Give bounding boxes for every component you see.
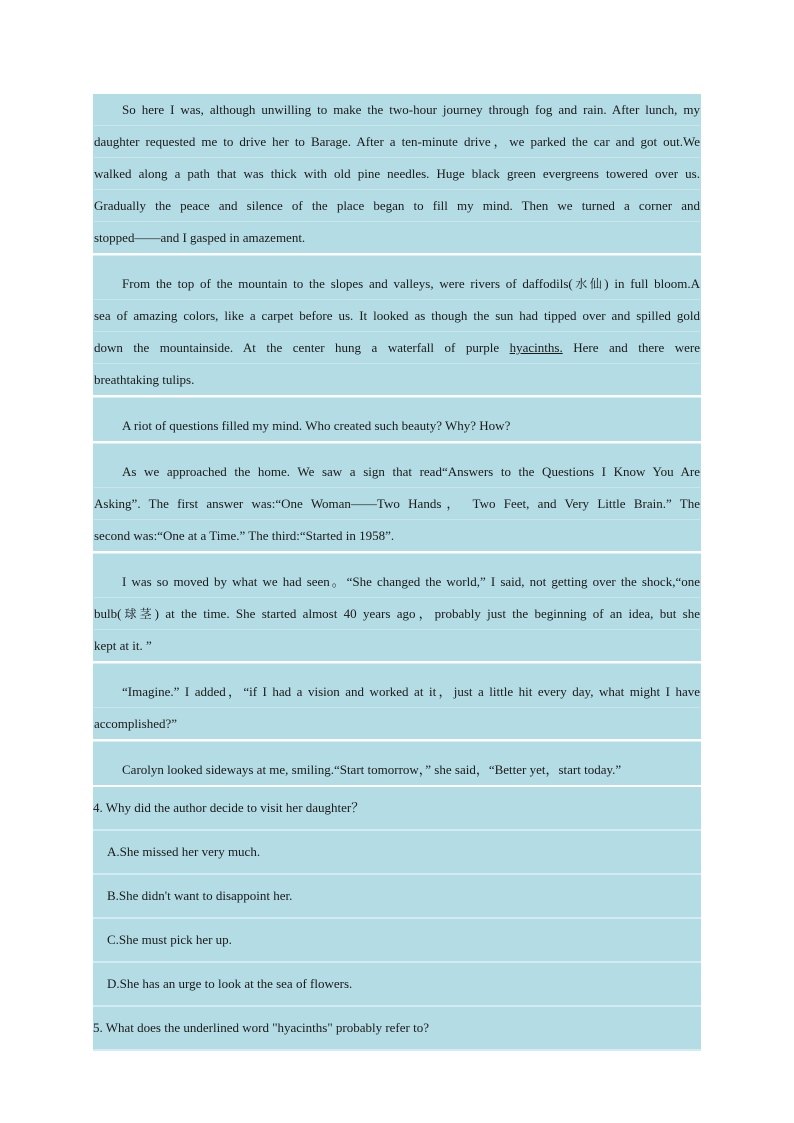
paragraph-line: breathtaking tulips.: [94, 372, 195, 387]
answer-option-c: C.She must pick her up.: [93, 919, 701, 963]
paragraph-2: [93, 268, 701, 395]
chinese-gloss: 球茎: [121, 607, 155, 621]
paragraph-line: sea of amazing colors, like a carpet before us. It looked as though the sun had tipped over and spilled gold: [94, 300, 700, 332]
paragraph-line: kept at it. ”: [94, 638, 152, 653]
paragraph-line: walked along a path that was thick with old pine needles. Huge black green evergreens towered over us.: [94, 158, 700, 190]
paragraph-gap: [93, 553, 701, 566]
paragraph-5: [93, 566, 701, 661]
paragraph-line: Carolyn looked sideways at me, smiling.“Start tomorrow，” she said，“Better yet，start today.”: [122, 762, 622, 777]
paragraph-line: Asking”. The first answer was:“One Woman——Two Hands， Two Feet, and Very Little Brain.” The: [94, 488, 700, 520]
question-4: 4. Why did the author decide to visit her daughter？: [93, 787, 701, 831]
paragraph-3: [93, 410, 701, 441]
text-segment: down the mountainside. At the center hung a waterfall of purple: [94, 340, 510, 355]
paragraph-gap: [93, 663, 701, 676]
paragraph-line: daughter requested me to drive her to Barage. After a ten-minute drive，we parked the car and got out.We: [94, 126, 700, 158]
question-5: 5. What does the underlined word "hyacinths" probably refer to?: [93, 1007, 701, 1051]
paragraph-gap: [93, 443, 701, 456]
paragraph-line: [94, 268, 700, 300]
paragraph-4: [93, 456, 701, 551]
text-segment: From the top of the mountain to the slopes and valleys, were rivers of daffodils(: [122, 276, 573, 291]
paragraph-line: “Imagine.” I added，“if I had a vision and worked at it，just a little hit every day, what might I have: [94, 676, 700, 708]
paragraph-line: second was:“One at a Time.” The third:“Started in 1958”.: [94, 528, 395, 543]
text-segment: Here and there were: [562, 340, 700, 355]
paragraph-line: [94, 332, 700, 364]
paragraph-line: I was so moved by what we had seen。“She changed the world,” I said, not getting over the shock,“one: [94, 566, 700, 598]
paragraph-7: [93, 754, 701, 785]
paragraph-line: accomplished?”: [94, 716, 178, 731]
answer-option-b: B.She didn't want to disappoint her.: [93, 875, 701, 919]
text-segment: bulb(: [94, 606, 122, 621]
text-segment: ) at the time. She started almost 40 years ago，probably just the beginning of an idea, but she: [154, 606, 700, 621]
paragraph-gap: [93, 397, 701, 410]
paragraph-line: [94, 598, 700, 630]
paragraph-line: So here I was, although unwilling to make the two-hour journey through fog and rain. After lunch, my: [94, 94, 700, 126]
underlined-word-hyacinths: hyacinths.: [509, 340, 563, 355]
paragraph-6: [93, 676, 701, 739]
document-page: [93, 94, 701, 1051]
chinese-gloss: 水仙: [572, 277, 605, 291]
text-segment: ) in full bloom.A: [604, 276, 700, 291]
paragraph-line: As we approached the home. We saw a sign that read“Answers to the Questions I Know You Are: [94, 456, 700, 488]
answer-option-a: A.She missed her very much.: [93, 831, 701, 875]
paragraph-gap: [93, 741, 701, 754]
paragraph-line: A riot of questions filled my mind. Who created such beauty? Why? How?: [122, 418, 511, 433]
paragraph-gap: [93, 255, 701, 268]
answer-option-d: D.She has an urge to look at the sea of flowers.: [93, 963, 701, 1007]
paragraph-1: [93, 94, 701, 253]
paragraph-line: Gradually the peace and silence of the place began to fill my mind. Then we turned a corner and: [94, 190, 700, 222]
paragraph-line: stopped——and I gasped in amazement.: [94, 230, 306, 245]
